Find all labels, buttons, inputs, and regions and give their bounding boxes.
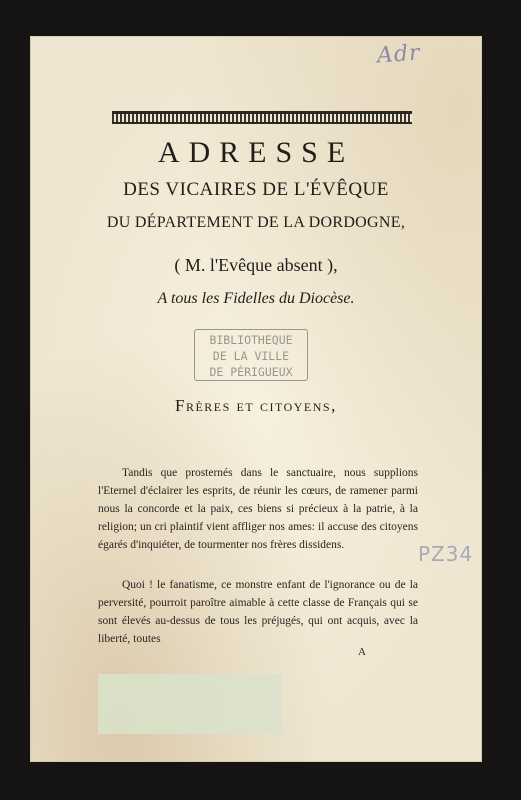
paragraph-2: Quoi ! le fanatisme, ce monstre enfant de l'ignorance ou de la perversité, pourroit paroître aimable à cette classe de Français qui se sont élevés au-dessus de tous les préjugés, qui ont acquis, avec la liberté, toutes [98, 579, 418, 645]
greeting: Frères et citoyens, [175, 396, 337, 415]
paper-strip [98, 674, 282, 734]
subtitle-eveque-absent: ( M. l'Evêque absent ), [174, 255, 338, 275]
paragraph-1: Tandis que prosternés dans le sanctuaire, nous supplions l'Eternel d'éclairer les esprits, de réunir les cœurs, de ramener parmi nous la concorde et la paix, ces biens si précieux à la patrie, à la religion; un cri plaintif vient affliger nos ames: il accuse des citoyens égarés d'inquiéter, de tourmenter nos frères dissidens. [98, 467, 418, 551]
subtitle-fidelles: A tous les Fidelles du Diocèse. [157, 290, 355, 307]
document-title: ADRESSE [157, 136, 355, 169]
subtitle-vicaires: DES VICAIRES DE L'ÉVÊQUE [123, 179, 389, 200]
archive-label: PZ34 [418, 542, 474, 566]
stamp-line: DE LA VILLE [212, 349, 290, 363]
library-stamp [194, 329, 308, 381]
decorative-rule [112, 111, 412, 124]
catchword: A [358, 646, 366, 658]
stamp-line: DE PÉRIGUEUX [209, 365, 293, 379]
document-page [30, 36, 482, 762]
shelfmark-annotation: Adr [375, 40, 421, 69]
subtitle-departement: DU DÉPARTEMENT DE LA DORDOGNE, [106, 214, 406, 231]
stamp-line: BIBLIOTHEQUE [209, 333, 293, 347]
